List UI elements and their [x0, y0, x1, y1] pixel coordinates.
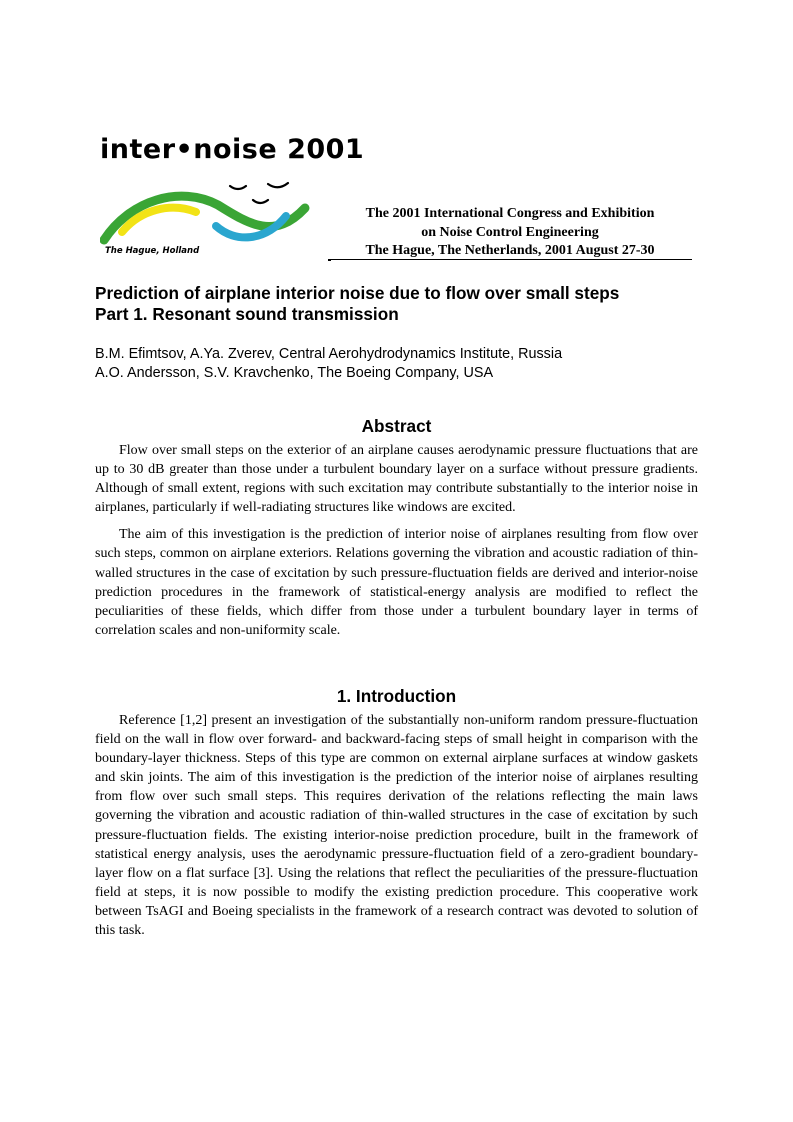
conference-line: The Hague, The Netherlands, 2001 August 27-30: [365, 243, 655, 258]
author-list: [95, 345, 562, 382]
author-line: A.O. Andersson, S.V. Kravchenko, The Boeing Company, USA: [95, 364, 494, 381]
header-rule: [330, 259, 692, 260]
abstract-paragraph: The aim of this investigation is the prediction of interior noise of airplanes resulting from flow over such steps, common on airplane exteriors. Relations governing the vibration and acoustic radiation of thin-walled structures in the case of excitation by such pressure-fluctuation fields are derived and interior-noise prediction procedures in the framework of statistical-energy analysis are modified to reflect the peculiarities of these fields, which differ from those under a turbulent boundary layer in terms of correlation scales and non-uniformity scale.: [95, 527, 698, 638]
abstract-body: [95, 441, 698, 648]
logo-smile-mark: [230, 186, 246, 189]
conference-line: on Noise Control Engineering: [421, 224, 599, 240]
introduction-heading: 1. Introduction: [336, 686, 457, 706]
logo-waves-graphic: [100, 180, 325, 250]
logo-smile-mark: [268, 183, 288, 187]
logo-title: inter•noise 2001: [100, 134, 365, 165]
author-line: B.M. Efimtsov, A.Ya. Zverev, Central Aerohydrodynamics Institute, Russia: [95, 346, 563, 362]
title-line: Prediction of airplane interior noise due to flow over small steps: [95, 283, 620, 303]
logo-place: The Hague, Holland: [105, 246, 200, 256]
introduction-body: [95, 711, 698, 948]
conference-line: The 2001 International Congress and Exhibition: [365, 206, 655, 221]
logo-smile-mark: [253, 200, 268, 203]
abstract-paragraph: Flow over small steps on the exterior of an airplane causes aerodynamic pressure fluctuations that are up to 30 dB greater than those under a turbulent boundary layer on a surface without pressure gradients. Although of small extent, regions with such excitation may contribute substantially to the interior noise in airplanes, particularly if well-radiating structures like windows are excited.: [95, 443, 698, 516]
paper-title: [95, 283, 619, 325]
conference-logo: [100, 134, 365, 261]
title-line: Part 1. Resonant sound transmission: [95, 304, 399, 324]
abstract-heading: Abstract: [361, 416, 432, 436]
introduction-paragraph: Reference [1,2] present an investigation of the substantially non-uniform random pressure-fluctuation field on the wall in flow over forward- and backward-facing steps of small height in comparison with the boundary-layer thickness. Steps of this type are common on external airplane surfaces at window gaskets and skin joints. The aim of this investigation is the prediction of the interior noise of airplanes resulting from flow over such small steps. This requires derivation of the relations reflecting the main laws governing the vibration and acoustic radiation of thin-walled structures in the case of excitation by such pressure-fluctuation fields. The existing interior-noise prediction procedure, built in the framework of statistical energy analysis, uses the aerodynamic pressure-fluctuation field of a zero-gradient boundary-layer flow on a flat surface [3]. Using the relations that reflect the peculiarities of the pressure-fluctuation field at steps, it is now possible to modify the existing prediction procedure. This cooperative work between TsAGI and Boeing specialists in the framework of a research contract was devoted to solution of this task.: [95, 713, 698, 939]
conference-info: [330, 205, 690, 261]
